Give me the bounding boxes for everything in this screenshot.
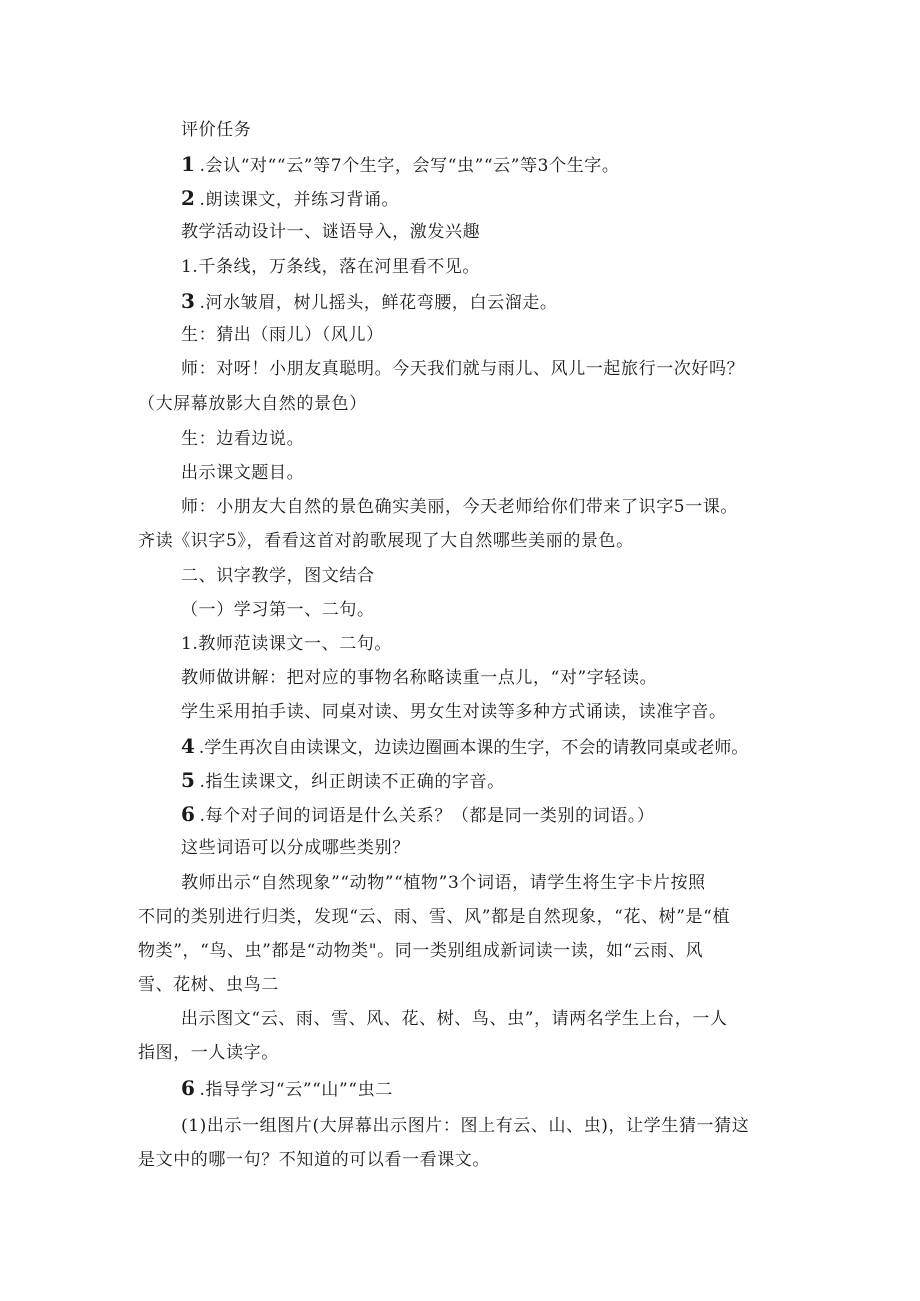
riddle-1: 1.千条线，万条线，落在河里看不见。 [181,257,481,277]
item-text: .指导学习“云”“山”“虫二 [199,1080,393,1100]
eval-item-2 [181,187,399,211]
eval-item-1 [181,153,620,177]
classify-line-3: 物类”，“鸟、虫”都是“动物类"。同一类别组成新词读一读，如“云雨、风 [138,941,704,961]
classify-line-1: 教师出示“自然现象”“动物”“植物”3个词语，请学生将生字卡片按照 [181,873,706,893]
item-number: 4 [181,734,195,758]
teacher-line-2-cont: 齐读《识字5》，看看这首对韵歌展现了大自然哪些美丽的景色。 [138,531,634,551]
student-read: 学生采用拍手读、同桌对读、男女生对读等多种方式诵读，读准字音。 [181,702,727,722]
design-title: 教学活动设计一、谜语导入，激发兴趣 [181,222,481,242]
item-text: .会认“对““云”等7个生字，会写“虫”“云”等3个生字。 [199,156,620,176]
item-text: .指生读课文，纠正朗读不正确的字音。 [199,772,505,792]
section-2-heading: 二、识字教学，图文结合 [181,566,375,586]
riddle-2 [181,290,558,314]
teacher-explain: 教师做讲解：把对应的事物名称略读重一点儿，“对”字轻读。 [181,668,658,688]
teacher-line-2: 师：小朋友大自然的景色确实美丽，今天老师给你们带来了识字5一课。 [181,497,739,517]
step-6 [181,803,655,827]
student-guess: 生：猜出（雨儿）（风儿） [181,325,384,345]
teacher-line-1: 师：对呀！小朋友真聪明。今天我们就与雨儿、风儿一起旅行一次好吗？ [181,359,745,379]
eval-title: 评价任务 [181,120,252,140]
sub-section-1: （一）学习第一、二句。 [181,600,375,620]
show-pic-line-2: 指图，一人读字。 [138,1043,279,1063]
item-number: 3 [181,289,196,313]
sub-step-line-1: (1)出示一组图片(大屏幕出示图片：图上有云、山、虫)，让学生猜一猜这 [181,1116,750,1136]
item-number: 6 [181,1076,196,1100]
sub-step-line-2: 是文中的哪一句？不知道的可以看一看课文。 [138,1150,490,1170]
question: 这些词语可以分成哪些类别？ [181,838,410,858]
show-pic-line-1: 出示图文“云、雨、雪、风、花、树、鸟、虫”，请两名学生上台，一人 [181,1009,728,1029]
step-4 [181,735,748,759]
step-5 [181,769,505,793]
item-text: .朗读课文，并练习背诵。 [199,190,400,210]
classify-line-4: 雪、花树、虫鸟二 [138,975,279,995]
item-number: 5 [181,768,196,792]
item-number: 2 [181,186,196,210]
item-number: 1 [181,152,196,176]
teacher-line-1-cont: （大屏幕放影大自然的景色） [138,394,367,414]
item-text: .学生再次自由读课文，边读边圈画本课的生字，不会的请教同桌或老师。 [198,738,749,758]
item-text: .河水皱眉，树儿摇头，鲜花弯腰，白云溜走。 [199,293,558,313]
item-number: 6 [181,802,196,826]
step-1: 1.教师范读课文一、二句。 [181,634,393,654]
classify-line-2: 不同的类别进行归类，发现“云、雨、雪、风”都是自然现象，“花、树”是“植 [138,907,731,927]
show-title: 出示课文题目。 [181,463,305,483]
student-watch: 生：边看边说。 [181,429,305,449]
step-6b [181,1077,393,1101]
item-text: .每个对子间的词语是什么关系？（都是同一类别的词语。） [199,806,655,826]
